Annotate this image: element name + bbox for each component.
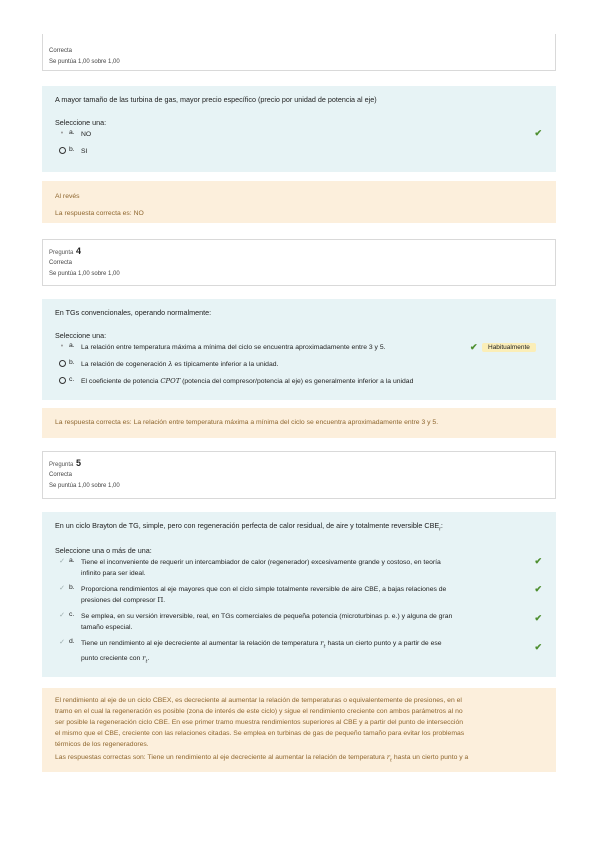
option-text: La relación de cogeneración λ es típicamente inferior a la unidad.: [81, 360, 279, 368]
option-text: SI: [81, 148, 88, 155]
correct-check-icon: ✔: [470, 342, 478, 352]
right-answer: La respuesta correcta es: La relación entre temperatura máxima a mínima del ciclo se encuentra aproximadamente entre 3 y 5.: [55, 419, 439, 426]
question-text: En TGs convencionales, operando normalmente:: [55, 308, 212, 317]
option-letter: b.: [69, 359, 75, 366]
selected-marker-icon: •: [60, 343, 64, 350]
radio-button[interactable]: [55, 146, 69, 154]
question-info-4: [42, 239, 556, 286]
correct-check-icon: ✔: [534, 613, 542, 623]
question-state: Correcta: [49, 472, 73, 478]
option-letter: d.: [69, 638, 75, 646]
option-text: Tiene un rendimiento al eje decreciente al aumentar la relación de temperatura $r_t$ hasta un cierto punto y a partir de ese punto creciente con $r_t$.: [81, 639, 442, 665]
option-letter: b.: [69, 146, 75, 153]
question-number: Pregunta 4: [49, 246, 82, 256]
answer-option-c[interactable]: [55, 376, 543, 387]
question-info-3: [42, 34, 556, 71]
answer-option-d[interactable]: [55, 638, 543, 667]
question-feedback-4: [42, 408, 556, 438]
selected-marker-icon: •: [60, 130, 64, 137]
checkbox-checked-icon[interactable]: ✓: [59, 612, 65, 620]
answer-option-b[interactable]: [55, 359, 543, 370]
answer-prompt: Seleccione una:: [55, 331, 107, 340]
question-grade: Se puntúa 1,00 sobre 1,00: [49, 271, 120, 277]
right-answer: Las respuestas correctas son: Tiene un rendimiento al eje decreciente al aumentar la relación de temperatura $r_t$ hasta un cierto punto y a: [55, 753, 469, 764]
option-letter: b.: [69, 584, 75, 592]
correct-check-icon: ✔: [534, 584, 542, 594]
question-grade: Se puntúa 1,00 sobre 1,00: [49, 59, 120, 65]
option-letter: c.: [69, 611, 75, 619]
answer-option-a[interactable]: [55, 557, 543, 579]
option-text: El coeficiente de potencia CPOT (potencia del compresor/potencia al eje) es generalmente inferior a la unidad: [81, 377, 414, 385]
answer-option-c[interactable]: [55, 611, 543, 633]
question-grade: Se puntúa 1,00 sobre 1,00: [49, 483, 120, 489]
option-text: La relación entre temperatura máxima a mínima del ciclo se encuentra aproximadamente entre 3 y 5.: [81, 344, 386, 351]
answer-option-b[interactable]: [55, 146, 543, 157]
general-feedback: Al revés: [55, 193, 80, 200]
answer-option-a[interactable]: [55, 129, 543, 140]
question-state: Correcta: [49, 48, 73, 54]
radio-button[interactable]: [55, 359, 69, 367]
question-text: En un ciclo Brayton de TG, simple, pero con regeneración perfecta de calor residual, de aire y totalmente reversible $CBE_r$:: [55, 521, 443, 533]
answer-prompt: Seleccione una:: [55, 118, 107, 127]
question-feedback-3: [42, 181, 556, 223]
question-text: A mayor tamaño de las turbina de gas, mayor precio específico (precio por unidad de potencia al eje): [55, 95, 377, 104]
answer-option-b[interactable]: [55, 584, 543, 606]
feedback-badge: Habitualmente: [482, 343, 536, 352]
option-letter: c.: [69, 376, 75, 383]
question-content-5: [42, 512, 556, 677]
option-letter: a.: [69, 557, 75, 565]
correct-check-icon: ✔: [534, 128, 542, 138]
general-feedback: El rendimiento al eje de un ciclo CBEX, es decreciente al aumentar la relación de temperaturas o equivalentemente de presiones, en el tramo en el cual la regeneración es posible (zona de interés de este ciclo) y sigue el rendimiento creciente con ambos parámetros al no ser posible la regeneración ciclo CBE. En ese primer tramo muestra rendimientos superiores al CBE y a partir del punto de intersección el mismo que el CBE, creciente con las relaciones citadas. Se emplea en turbinas de gas de pequeño tamaño para evitar los problemas térmicos de los regeneradores.: [55, 697, 465, 748]
checkbox-checked-icon[interactable]: ✓: [59, 558, 65, 566]
radio-button[interactable]: [55, 376, 69, 384]
checkbox-checked-icon[interactable]: ✓: [59, 639, 65, 647]
option-text: Tiene el inconveniente de requerir un intercambiador de calor (regenerador) excesivamente grande y costoso, en teoría infinito para ser ideal.: [81, 559, 441, 578]
question-content-4: [42, 299, 556, 400]
question-number: Pregunta 5: [49, 458, 82, 468]
option-letter: a.: [69, 342, 75, 349]
option-text: NO: [81, 131, 92, 138]
option-text: Proporciona rendimientos al eje mayores que con el ciclo simple totalmente reversible de aire CBE, a bajas relaciones de presiones del compresor Π.: [81, 586, 447, 605]
correct-check-icon: ✔: [534, 642, 542, 652]
question-state: Correcta: [49, 260, 73, 266]
option-text: Se emplea, en su versión irreversible, real, en TGs comerciales de pequeña potencia (microturbinas p. e.) y alguna de gran tamaño especial.: [81, 613, 453, 632]
correct-check-icon: ✔: [534, 556, 542, 566]
option-letter: a.: [69, 129, 75, 136]
answer-prompt: Seleccione una o más de una:: [55, 546, 152, 556]
question-info-5: [42, 451, 556, 499]
question-feedback-5: [42, 688, 556, 772]
right-answer: La respuesta correcta es: NO: [55, 210, 144, 217]
question-content-3: [42, 86, 556, 172]
checkbox-checked-icon[interactable]: ✓: [59, 585, 65, 593]
